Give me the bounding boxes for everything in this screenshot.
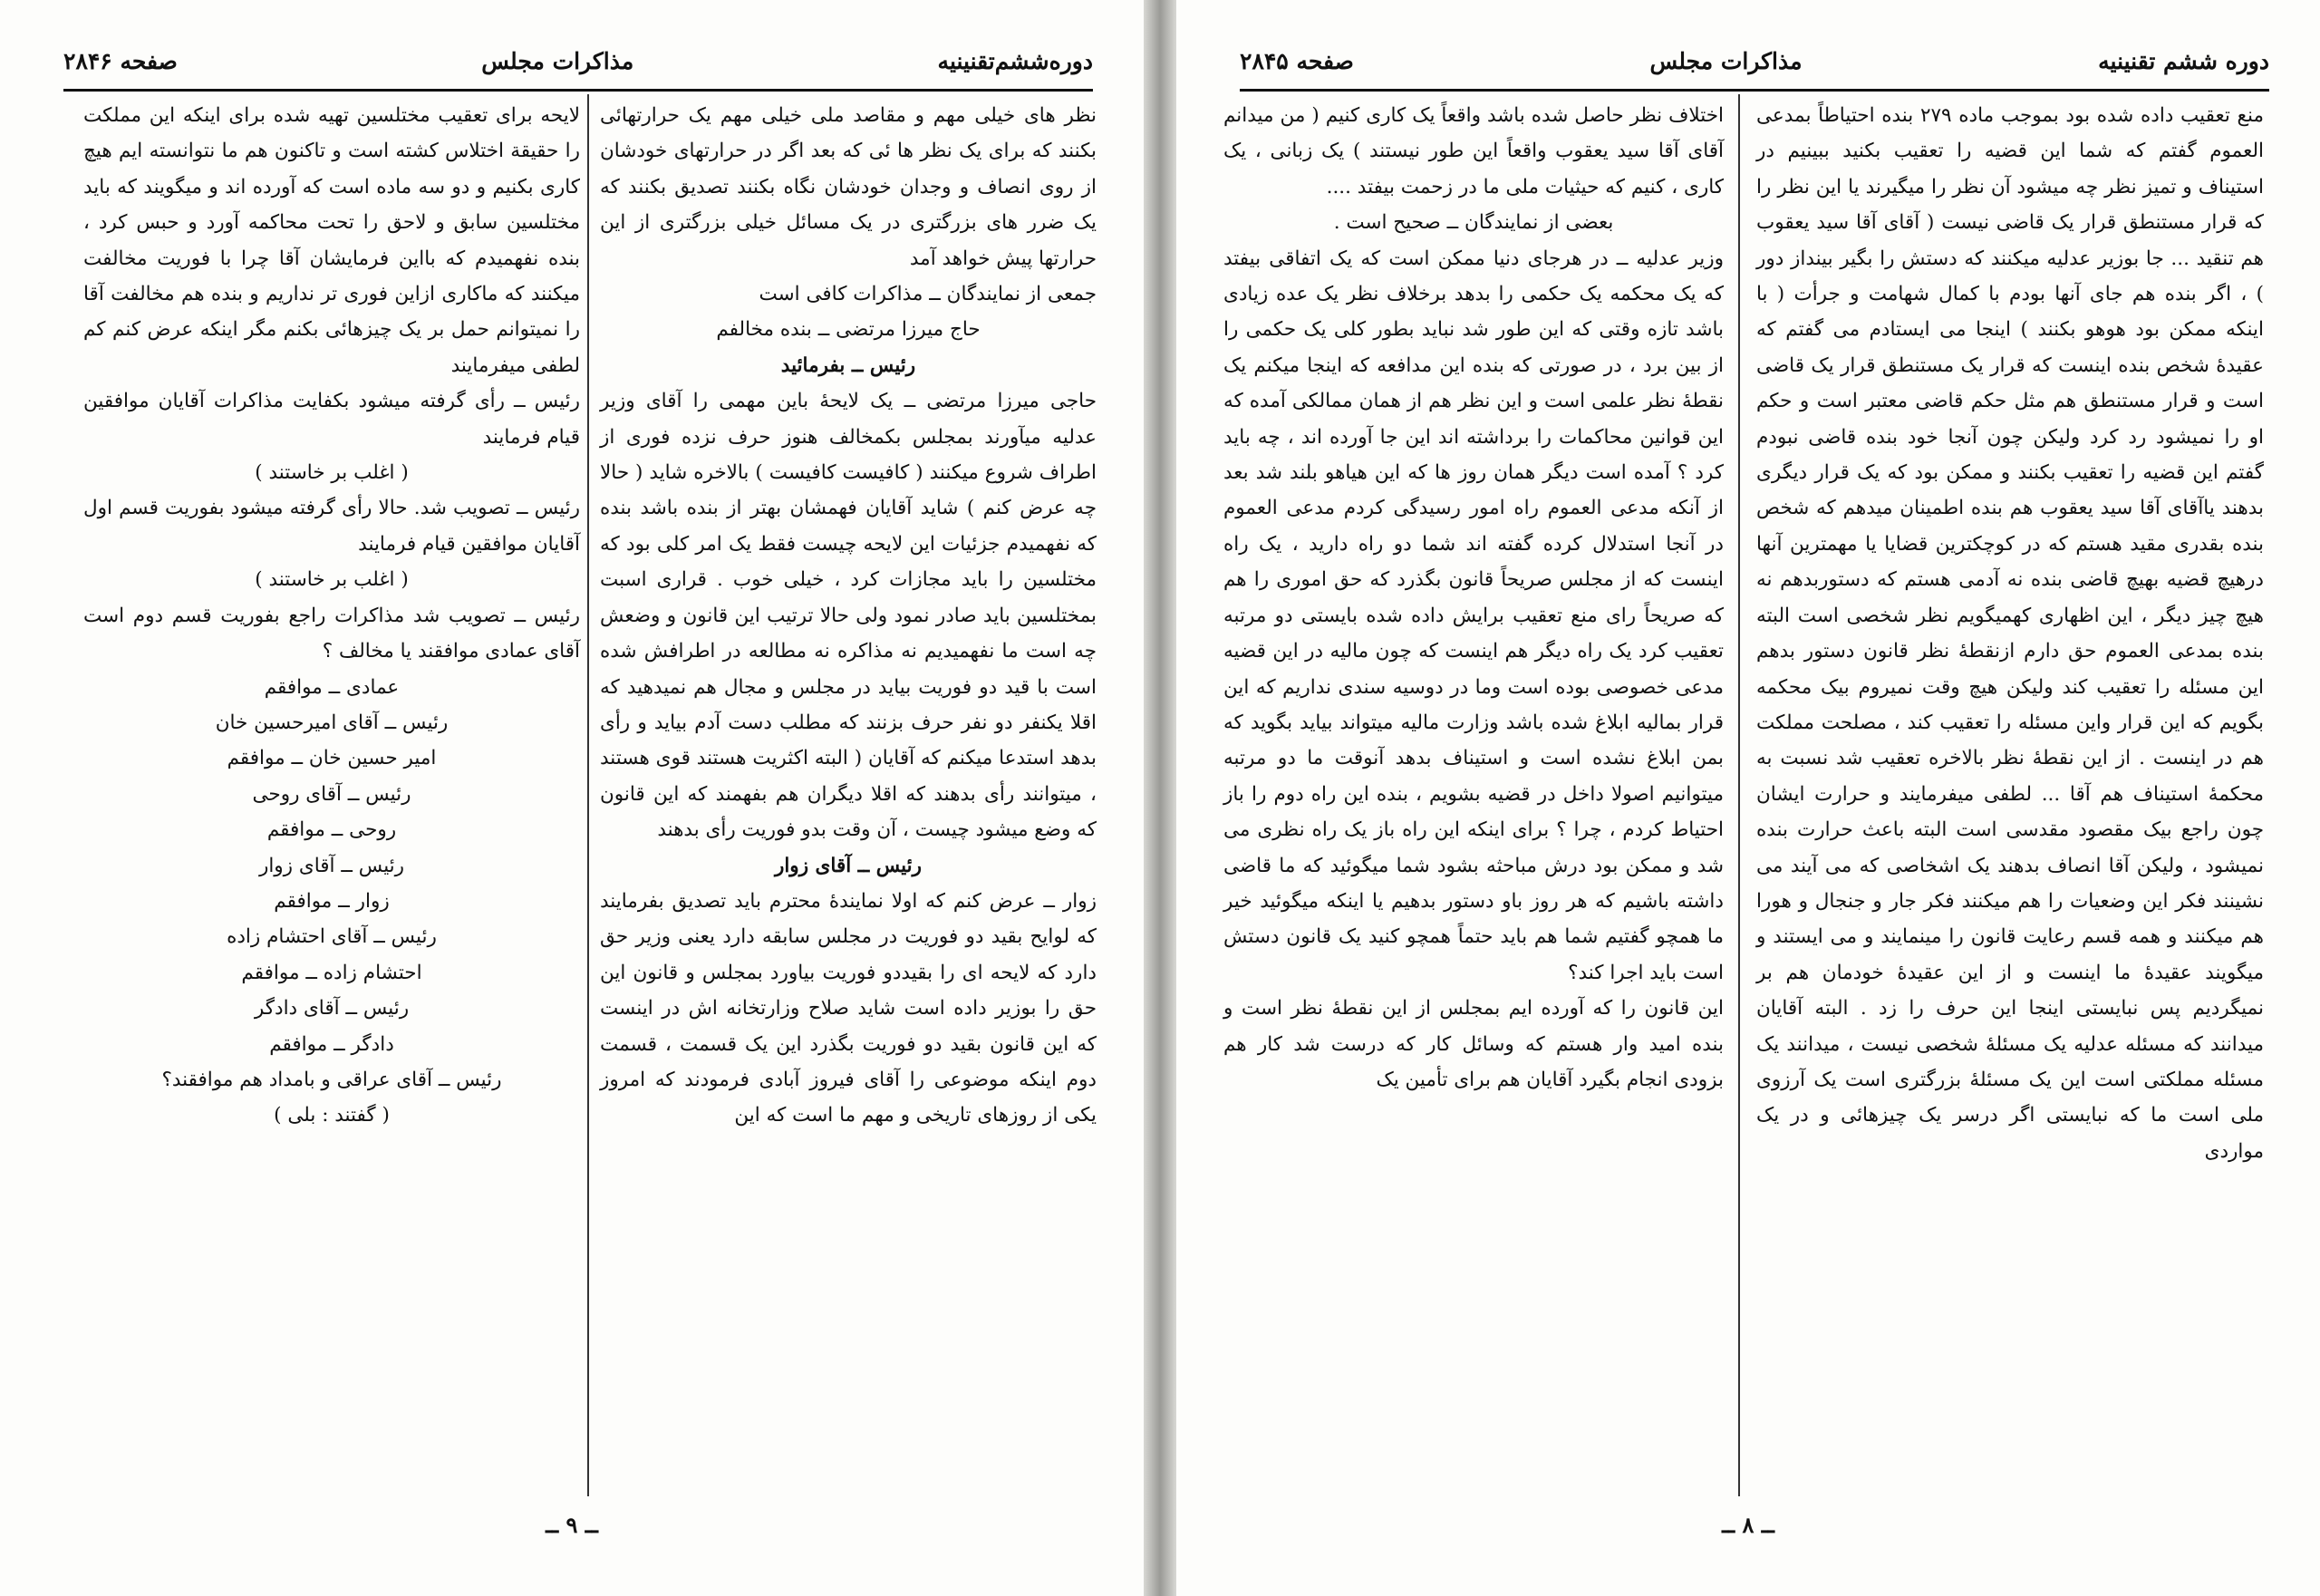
paragraph: ( گفتند : بلی ) bbox=[274, 1104, 390, 1127]
left-column-divider bbox=[587, 94, 589, 1496]
paragraph: ( اغلب بر خاستند ) bbox=[255, 461, 409, 485]
paragraph: امیر حسین خان ــ موافقم bbox=[227, 747, 437, 770]
paragraph: رئیس ــ آقای احتشام زاده bbox=[227, 925, 437, 949]
left-page-right-column bbox=[600, 98, 1097, 1134]
paragraph: رئیس ــ آقای عراقی و بامداد هم موافقند؟ bbox=[161, 1068, 502, 1091]
left-page bbox=[0, 0, 1144, 1596]
right-page bbox=[1176, 0, 2320, 1596]
right-header-page: صفحه ۲۸۴۵ bbox=[1240, 47, 1354, 74]
paragraph: رئیس ــ رأی گرفته میشود بکفایت مذاکرات آقایان موافقین قیام فرمایند bbox=[83, 390, 580, 449]
paragraph: لایحه برای تعقیب مختلسین تهیه شده برای اینکه این مملکت را حقیقة اختلاس کشته است و تاکنون هم ما نتوانسته ایم هیچ کاری بکنیم و دو سه ماده است که آورده اند و میگویند که باید مختلسین سابق و لاحق را تحت محاکمه آورد و حبس کرد ، بنده نفهمیدم که بااین فرمایشان آقا چرا با فوریت مخالفت میکنند که ماکاری ازاین فوری تر نداریم و بنده هم مخالفت آقا را نمیتوانم حمل بر یک چیزهائی بکنم مگر اینکه عرض کنم کم لطفی میفرمایند bbox=[83, 104, 580, 377]
paragraph: حاجی میرزا مرتضی ــ یک لایحهٔ باین مهمی را آقای وزیر عدلیه میآورند بمجلس بکمخالف هنوز حرف نزده فوری از اطراف شروع میکنند ( کافیست کافیست ) بالاخره شاید ( حالا چه عرض کنم ) شاید آقایان فهمشان بهتر از بنده باشد بنده که نفهمیدم جزئیات این لایحه چیست فقط یک امر کلی بود که مختلسین را باید مجازات کرد ، خیلی خوب . قراری اسبت بمختلسین باید صادر نمود ولی حالا ترتیب این قانون و وضعش چه است ما نفهمیدیم نه مذاکره نه مطالعه در اطرافش شده است با قید دو فوریت بیاید در مجلس و مجال هم نمیدهید که اقلا یکنفر دو نفر حرف بزنند که مطلب دست آدم بیاید و رأی بدهد استدعا میکنم که آقایان ( البته اکثریت هستند قوی هستند ، میتوانند رأی بدهند که اقلا دیگران هم بفهمند که این قانون که وضع میشود چیست ، آن وقت بدو فوریت رأی بدهند bbox=[600, 390, 1097, 842]
left-header-page: صفحه ۲۸۴۶ bbox=[63, 47, 178, 74]
right-column-divider bbox=[1738, 94, 1740, 1496]
paragraph: ( اغلب بر خاستند ) bbox=[255, 568, 409, 592]
right-header-rule bbox=[1240, 89, 2269, 92]
paragraph: جمعی از نمایندگان ــ مذاکرات کافی است bbox=[759, 283, 1097, 306]
right-page-header bbox=[1240, 40, 2269, 82]
right-page-right-column bbox=[1756, 98, 2264, 1169]
right-header-title: مذاکرات مجلس bbox=[1649, 47, 1803, 74]
paragraph: رئیس ــ تصویب شد. حالا رأی گرفته میشود بفوریت قسم اول آقایان موافقین قیام فرمایند bbox=[83, 497, 580, 556]
left-header-title: مذاکرات مجلس bbox=[481, 47, 634, 74]
paragraph: حاج میرزا مرتضی ــ بنده مخالفم bbox=[716, 318, 981, 342]
left-page-header bbox=[63, 40, 1093, 82]
paragraph: رئیس ــ آقای زوار bbox=[258, 854, 405, 877]
speaker-heading: رئیس ــ بفرمائید bbox=[780, 353, 916, 377]
right-page-left-column bbox=[1223, 98, 1724, 1098]
paragraph: زوار ــ موافقم bbox=[274, 889, 390, 913]
paragraph: دادگر ــ موافقم bbox=[269, 1032, 394, 1056]
paragraph: این قانون را که آورده ایم بمجلس از این نقطهٔ نظر است و بنده امید وار هستم که وسائل کار که درست شد کار هم بزودی انجام بگیرد آقایان هم برای تأمین یک bbox=[1223, 997, 1724, 1091]
paragraph: احتشام زاده ــ موافقم bbox=[241, 961, 422, 984]
paragraph: رئیس ــ آقای امیرحسین خان bbox=[215, 711, 449, 734]
paragraph: زوار ــ عرض کنم که اولا نمایندهٔ محترم باید تصدیق بفرمایند که لوایح بقید دو فوریت در مجلس سابقه دارد یعنی وزیر حق دارد که لایحه ای را بقیددو فوریت بیاورد بمجلس و قانون این حق را بوزیر داده است شاید صلاح وزارتخانه اش در اینست که این قانون بقید دو فوریت بگذرد این یک قسمت ، قسمت دوم اینکه موضوعی را آقای فیروز آبادی فرمودند که امروز یکی از روزهای تاریخی و مهم ما است که این bbox=[600, 889, 1097, 1127]
speaker-heading: رئیس ــ آقای زوار bbox=[774, 854, 923, 877]
paragraph: روحی ــ موافقم bbox=[266, 818, 397, 842]
book-gutter bbox=[1144, 0, 1176, 1596]
paragraph: رئیس ــ آقای دادگر bbox=[254, 997, 410, 1020]
paragraph: رئیس ــ تصویب شد مذاکرات راجع بفوریت قسم دوم است آقای عمادی موافقند یا مخالف ؟ bbox=[83, 604, 580, 663]
left-header-rule bbox=[63, 89, 1093, 92]
paragraph: عمادی ــ موافقم bbox=[264, 675, 400, 699]
left-page-left-column bbox=[83, 98, 580, 1134]
paragraph: منع تعقیب داده شده بود بموجب ماده ۲۷۹ بنده احتیاطاً بمدعی العموم گفتم که شما این قضیه را تعقیب بکنید ببینیم در استیناف و تمیز نظر چه میشود آن نظر را میگیرند یا این نظر را که قرار مستنطق قرار یک قاضی نیست ( آقای آقا سید یعقوب هم تنقید ... جا بوزیر عدلیه میکنند که دستش را بگیر بینداز دور ) ، اگر بنده هم جای آنها بودم با کمال شهامت و جرأت ( با اینکه ممکن بود هوهو بکنند ) اینجا می ایستادم می گفتم که عقیدهٔ شخص بنده اینست که قرار یک مستنطق قرار یک قاضی است و قرار مستنطق هم مثل حکم قاضی معتبر است و حکم او را نمیشود رد کرد ولیکن چون آنجا خود بنده قاضی نبودم گفتم این قضیه را تعقیب بکنند و ممکن بود که یک قرار دیگری بدهند یاآقای آقا سید یعقوب هم بنده اطمینان میدهم که شخص بنده بقدری مقید هستم که در کوچکترین قضایا یا مهمترین آنها درهیچ قضیه بهیچ قاضی بنده نه آدمی هستم که دستوربدهم نه هیچ چیز دیگر ، این اظهاری کهمیگویم نظر شخصی است البته بنده بمدعی العموم حق دارم ازنقطهٔ نظر قانون دستور بدهم این مسئله را تعقیب کند ولیکن هیچ وقت نمیروم بیک محکمه بگویم که این قرار واین مسئله را تعقیب کند ، مصلحت مملکت هم در اینست . از این نقطهٔ نظر بالاخره تعقیب شد نسبت به محکمهٔ استیناف هم آقا ... لطفی میفرمایند و حرارت ایشان چون راجع بیک مقصود مقدسی است البته باعث حرارت بنده نمیشود ، ولیکن آقا انصاف بدهند یک اشخاصی که می آیند می نشینند فکر این وضعیات را هم میکنند فکر جار و جنجال و هورا هم میکنند و همه قسم رعایت قانون را مینمایند و می ایستند و میگویند عقیدهٔ ما اینست و از این عقیدهٔ خودمان هم بر نمیگردیم پس نبایستی اینجا این حرف را زد . البته آقایان میدانند که مسئله عدلیه یک مسئلهٔ شخصی نیست ، میدانند یک مسئله مملکتی است این یک مسئلهٔ بزرگتری است یک آرزوی ملی است ما که نبایستی اگر درسر یک چیزهائی و در یک مواردی bbox=[1756, 104, 2264, 1163]
paragraph: وزیر عدلیه ــ در هرجای دنیا ممکن است که یک اتفاقی بیفتد که یک محکمه یک حکمی را بدهد برخلاف نظر یک عده زیادی باشد تازه وقتی که این طور شد نباید بطور کلی یک حکمی را از بین برد ، در صورتی که بنده این مدافعه که اینجا میکنم یک نقطهٔ نظر علمی است و این نظر هم از همان ممالکی آمده که این قوانین محاکمات را برداشته اند این جا آورده اند ، چه باید کرد ؟ آمده است دیگر همان روز ها که این هیاهو بلند شد بعد از آنکه مدعی العموم راه امور رسیدگی کردم مدعی العموم در آنجا استدلال کرده گفته اند شما دو راه دارید ، یک راه اینست که از مجلس صریحاً قانون بگذرد که حق اموری را هم که صریحاً رای منع تعقیب برایش داده شده بایستی دو مرتبه تعقیب کرد یک راه دیگر هم اینست که چون مالیه در این قضیه مدعی خصوصی بوده است وما در دوسیه سندی نداریم که این قرار بمالیه ابلاغ شده باشد وزارت مالیه میتواند بیاید بگوید که بمن ابلاغ نشده است و استیناف بدهد آنوقت ما دو مرتبه میتوانیم اصولا داخل در قضیه بشویم ، بنده این راه دوم را باز احتیاط کردم ، چرا ؟ برای اینکه این راه باز یک راه نظری می شد و ممکن بود درش مباحثه بشود شما میگوئید که ما قاضی داشته باشیم که هر روز باو دستور بدهیم یا اینکه میگوئید خیر ما همچو گفتیم شما هم باید حتماً همچو کنید یک قانون دستش است باید اجرا کند؟ bbox=[1223, 247, 1724, 984]
paragraph: اختلاف نظر حاصل شده باشد واقعاً یک کاری کنیم ( من میدانم آقای آقا سید یعقوب واقعاً این طور نیستند ) یک زبانی ، یک کاری ، کنیم که حیثیات ملی ما در زحمت بیفتد .... bbox=[1223, 104, 1724, 198]
right-page-number: ــ ۸ ــ bbox=[1722, 1512, 1774, 1538]
paragraph: نظر های خیلی مهم و مقاصد ملی خیلی مهم یک حرارتهائی بکنند که برای یک نظر ها ئی که بعد اگر در حرارتهای خودشان از روی انصاف و وجدان خودشان نگاه بکنند تصدیق بکنند که یک ضرر های بزرگتری در یک مسائل خیلی بزرگتری از این حرارتها پیش خواهد آمد bbox=[600, 104, 1097, 270]
left-header-session: دوره‌ششم‌تقنینیه bbox=[937, 47, 1093, 74]
left-page-number: ــ ۹ ــ bbox=[546, 1512, 598, 1538]
right-header-session: دوره ششم تقنینیه bbox=[2098, 47, 2269, 74]
paragraph: رئیس ــ آقای روحی bbox=[252, 782, 411, 806]
paragraph: بعضی از نمایندگان ــ صحیح است . bbox=[1333, 211, 1614, 235]
